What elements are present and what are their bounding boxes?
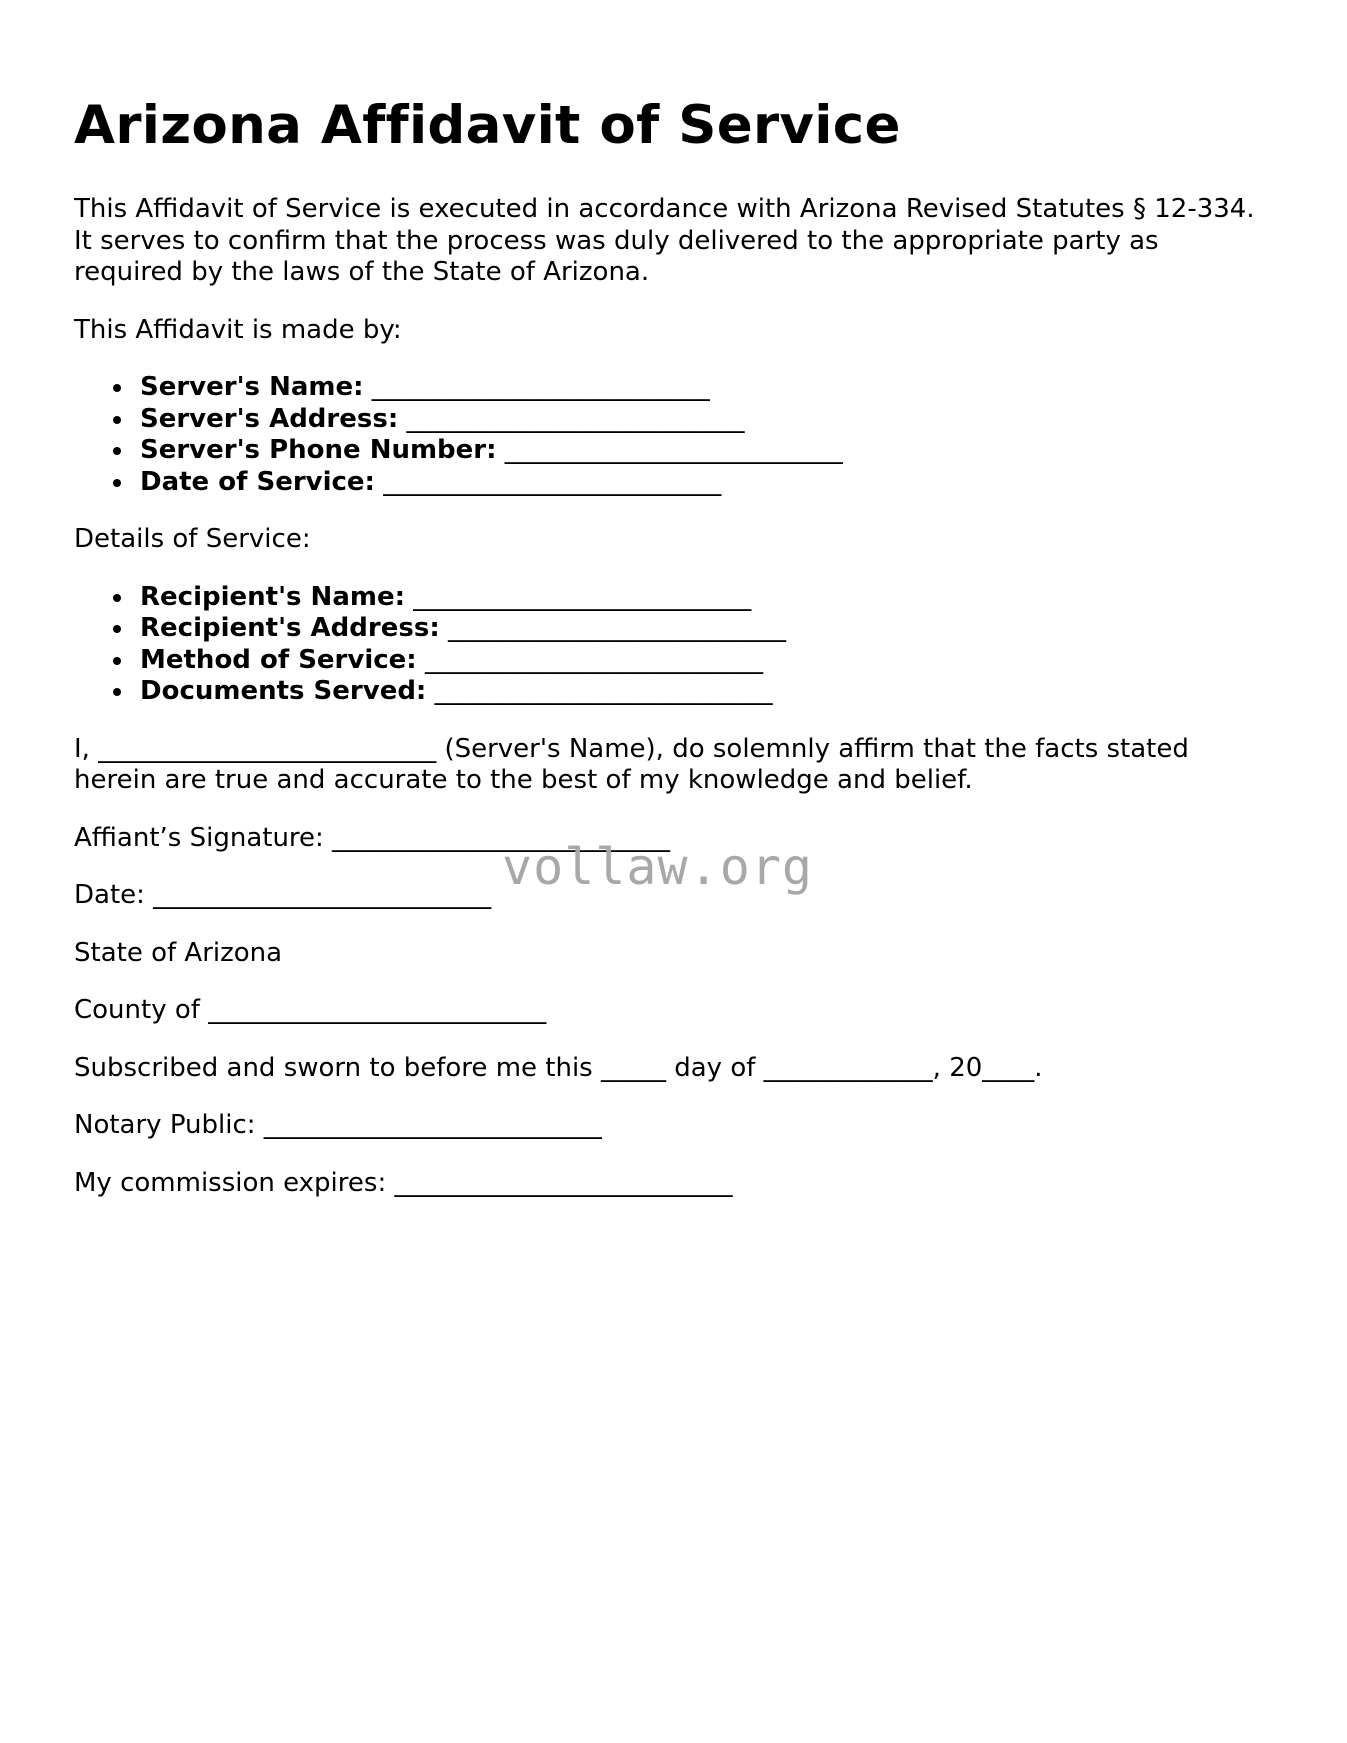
field-label: Server's Name: xyxy=(140,372,364,402)
blank-line: __________________________ xyxy=(413,581,752,612)
watermark: vollaw.org xyxy=(502,838,814,896)
list-item xyxy=(140,404,1274,436)
county-line: County of __________________________ xyxy=(74,995,547,1025)
blank-line: __________________________ xyxy=(383,466,722,497)
notary-line: Notary Public: __________________________ xyxy=(74,1110,602,1140)
field-label: Server's Address: xyxy=(140,403,399,434)
list-item xyxy=(140,372,1274,404)
list-item xyxy=(140,582,1274,614)
list-item xyxy=(140,645,1274,677)
commission-line: My commission expires: __________________________ xyxy=(74,1167,733,1198)
blank-line: __________________________ xyxy=(447,613,786,643)
intro-paragraph: This Affidavit of Service is executed in accordance with Arizona Revised Statutes § 12-334. It serves to confirm that the process was duly delivered to the appropriate party as required by the laws of the State of Arizona. xyxy=(74,194,1255,287)
document-page xyxy=(74,88,1274,1199)
state-line: State of Arizona xyxy=(74,937,283,968)
blank-line: __________________________ xyxy=(504,435,843,465)
list-item xyxy=(140,676,1274,708)
field-label: Date of Service: xyxy=(140,466,375,497)
field-label: Documents Served: xyxy=(140,676,427,706)
blank-line: __________________________ xyxy=(434,676,773,706)
blank-line: __________________________ xyxy=(424,644,763,675)
blank-line: __________________________ xyxy=(406,403,745,434)
field-label: Method of Service: xyxy=(140,644,417,675)
field-label: Server's Phone Number: xyxy=(140,435,497,465)
list-item xyxy=(140,467,1274,499)
server-fields-list xyxy=(74,372,1274,498)
sworn-line: Subscribed and sworn to before me this _____ day of _____________, 20____. xyxy=(74,1052,1043,1083)
signature-line: Affiant’s Signature: __________________________ xyxy=(74,822,671,853)
blank-line: __________________________ xyxy=(371,372,710,402)
affirmation-paragraph: I, __________________________ (Server's Name), do solemnly affirm that the facts stated herein are true and accurate to the best of my knowledge and belief. xyxy=(74,733,1189,795)
date-line: Date: __________________________ xyxy=(74,880,492,910)
field-label: Recipient's Name: xyxy=(140,581,405,612)
details-heading: Details of Service: xyxy=(74,524,311,554)
detail-fields-list xyxy=(74,582,1274,708)
made-by-heading: This Affidavit is made by: xyxy=(74,314,402,345)
list-item xyxy=(140,613,1274,645)
document-title: Arizona Affidavit of Service xyxy=(74,95,901,156)
list-item xyxy=(140,435,1274,467)
field-label: Recipient's Address: xyxy=(140,613,440,643)
